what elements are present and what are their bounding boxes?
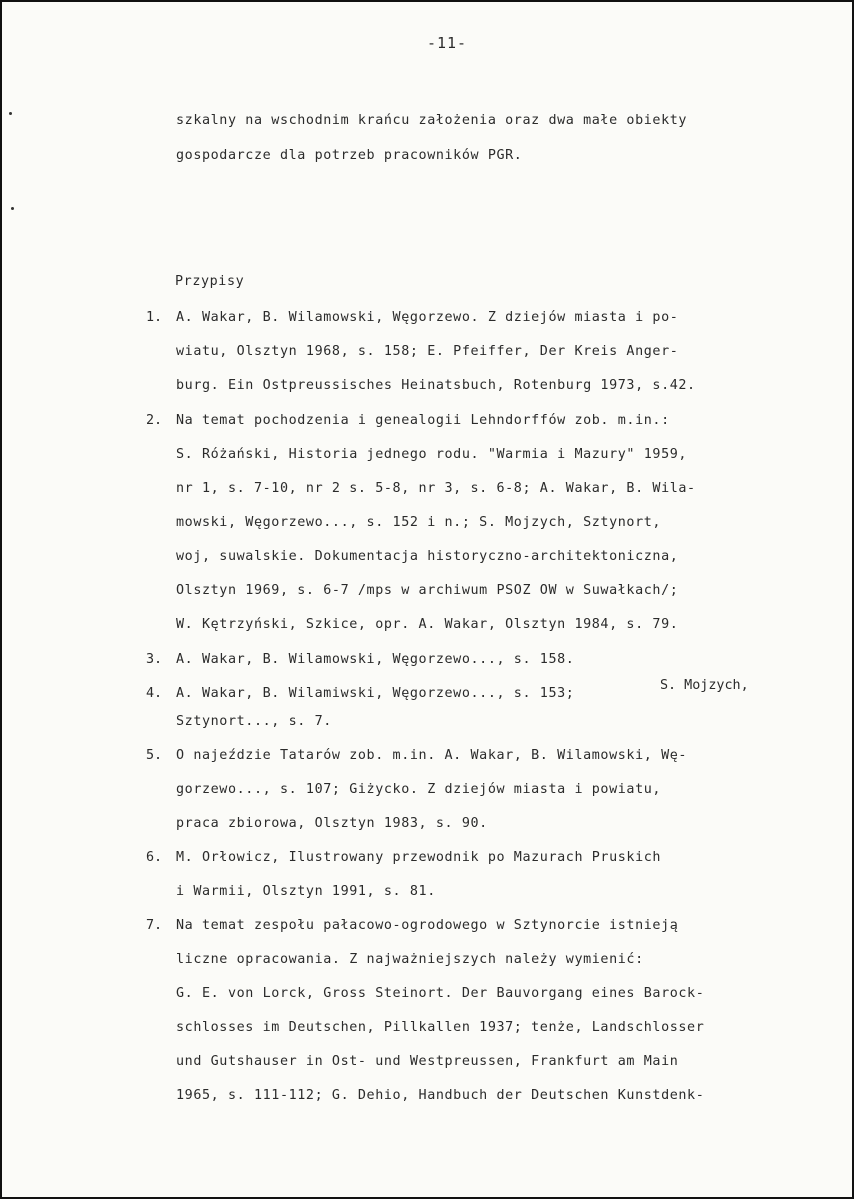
- footnote-number: 3.: [146, 652, 163, 667]
- footnote-line: G. E. von Lorck, Gross Steinort. Der Bauvorgang eines Barock-: [176, 986, 705, 1001]
- footnote-line: und Gutshauser in Ost- und Westpreussen, Frankfurt am Main: [176, 1054, 679, 1069]
- footnote-line: mowski, Węgorzewo..., s. 152 i n.; S. Mojzych, Sztynort,: [176, 515, 662, 530]
- footnote-number: 2.: [146, 413, 163, 428]
- footnote-line: O najeździe Tatarów zob. m.in. A. Wakar, B. Wilamowski, Wę-: [176, 748, 688, 763]
- footnote-number: 1.: [146, 310, 163, 325]
- page-number: -11-: [426, 34, 468, 52]
- footnote-line: woj, suwalskie. Dokumentacja historyczno-architektoniczna,: [176, 549, 679, 564]
- footnote-line: Sztynort..., s. 7.: [176, 714, 332, 729]
- footnotes-heading: Przypisy: [175, 274, 245, 289]
- scan-speck: [9, 112, 12, 115]
- footnote-line: A. Wakar, B. Wilamowski, Węgorzewo. Z dziejów miasta i po-: [176, 310, 679, 325]
- footnote-number: 6.: [146, 850, 163, 865]
- intro-line: szkalny na wschodnim krańcu założenia oraz dwa małe obiekty: [176, 113, 688, 128]
- footnote-line: W. Kętrzyński, Szkice, opr. A. Wakar, Olsztyn 1984, s. 79.: [176, 617, 679, 632]
- footnote-line: praca zbiorowa, Olsztyn 1983, s. 90.: [176, 816, 488, 831]
- footnote-raised-text: S. Mojzych,: [660, 678, 749, 693]
- footnote-number: 5.: [146, 748, 163, 763]
- footnote-line: liczne opracowania. Z najważniejszych należy wymienić:: [176, 952, 644, 967]
- footnote-line: gorzewo..., s. 107; Giżycko. Z dziejów miasta i powiatu,: [176, 782, 662, 797]
- footnote-line: Na temat zespołu pałacowo-ogrodowego w Sztynorcie istnieją: [176, 918, 679, 933]
- footnote-line: A. Wakar, B. Wilamowski, Węgorzewo..., s. 158.: [176, 652, 575, 667]
- footnote-number: 7.: [146, 918, 163, 933]
- scan-speck: [11, 207, 14, 210]
- footnote-line: nr 1, s. 7-10, nr 2 s. 5-8, nr 3, s. 6-8; A. Wakar, B. Wila-: [176, 481, 696, 496]
- footnote-line: 1965, s. 111-112; G. Dehio, Handbuch der Deutschen Kunstdenk-: [176, 1088, 705, 1103]
- footnote-line: Na temat pochodzenia i genealogii Lehndorffów zob. m.in.:: [176, 413, 670, 428]
- footnote-line: Olsztyn 1969, s. 6-7 /mps w archiwum PSOZ OW w Suwałkach/;: [176, 583, 679, 598]
- footnote-line: wiatu, Olsztyn 1968, s. 158; E. Pfeiffer, Der Kreis Anger-: [176, 344, 679, 359]
- footnote-line: burg. Ein Ostpreussisches Heinatsbuch, Rotenburg 1973, s.42.: [176, 378, 696, 393]
- footnote-line: schlosses im Deutschen, Pillkallen 1937; tenże, Landschlosser: [176, 1020, 705, 1035]
- footnote-line: i Warmii, Olsztyn 1991, s. 81.: [176, 884, 436, 899]
- footnote-line: M. Orłowicz, Ilustrowany przewodnik po Mazurach Pruskich: [176, 850, 662, 865]
- footnote-number: 4.: [146, 686, 163, 701]
- footnote-line: A. Wakar, B. Wilamiwski, Węgorzewo..., s. 153;: [176, 686, 575, 701]
- intro-line: gospodarcze dla potrzeb pracowników PGR.: [176, 148, 523, 163]
- footnote-line: S. Różański, Historia jednego rodu. "Warmia i Mazury" 1959,: [176, 447, 688, 462]
